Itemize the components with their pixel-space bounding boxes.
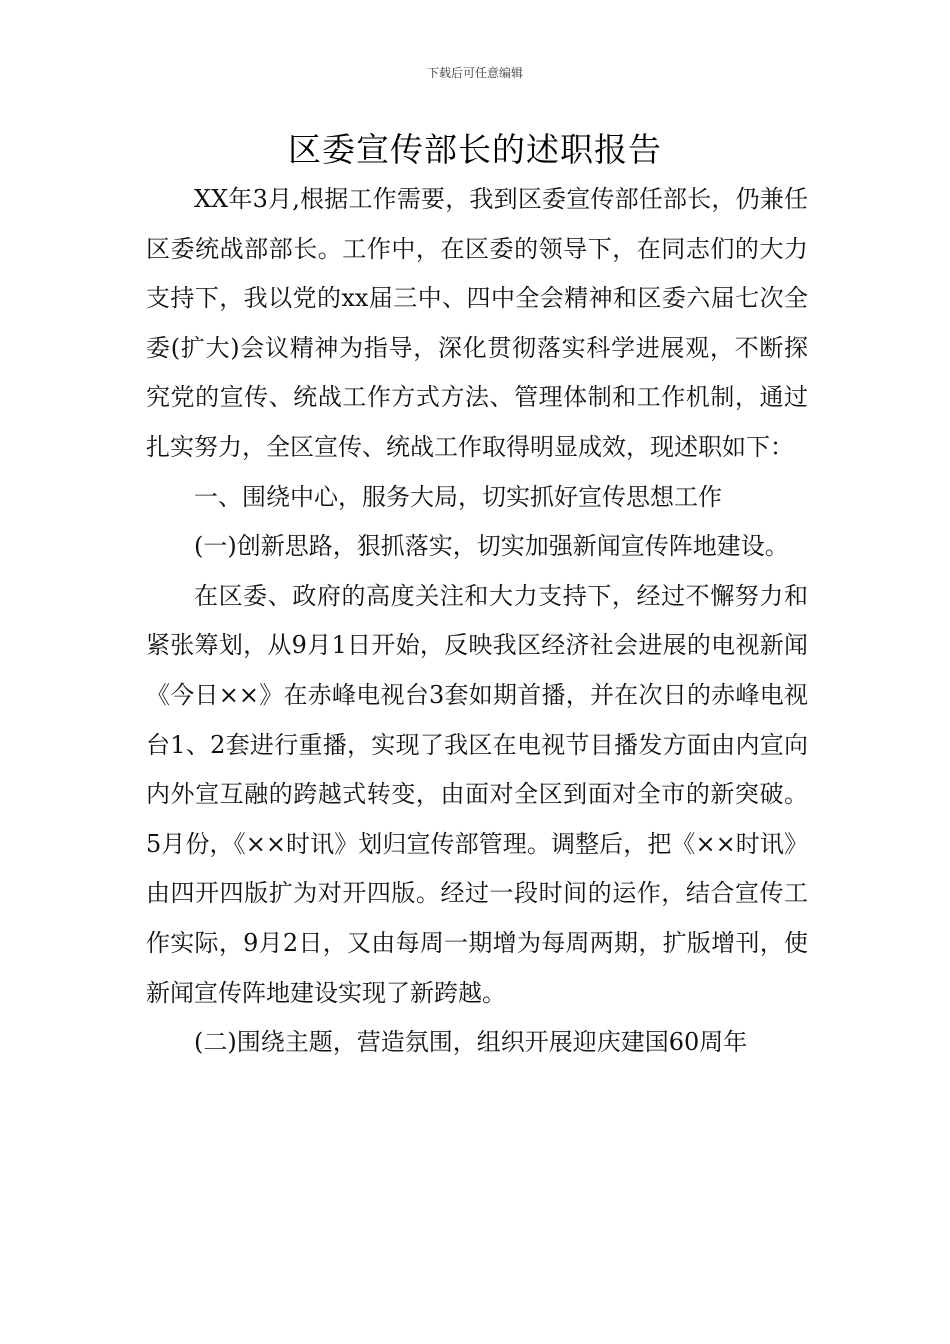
- paragraph-intro: XX年3月,根据工作需要，我到区委宣传部任部长，仍兼任区委统战部部长。工作中，在区委的领导下，在同志们的大力支持下，我以党的xx届三中、四中全会精神和区委六届七次全委(扩大)会议精神为指导，深化贯彻落实科学进展观，不断探究党的宣传、统战工作方式方法、管理体制和工作机制，通过扎实努力，全区宣传、统战工作取得明显成效，现述职如下：: [146, 185, 808, 461]
- document-body: [146, 175, 808, 1068]
- paragraph-news: 在区委、政府的高度关注和大力支持下，经过不懈努力和紧张筹划，从9月1日开始，反映我区经济社会进展的电视新闻《今日××》在赤峰电视台3套如期首播，并在次日的赤峰电视台1、2套进行重播，实现了我区在电视节目播发方面由内宣向内外宣互融的跨越式转变，由面对全区到面对全市的新突破。5月份，《××时讯》划归宣传部管理。调整后，把《××时讯》由四开四版扩为对开四版。经过一段时间的运作，结合宣传工作实际，9月2日，又由每周一期增为每周两期，扩版增刊，使新闻宣传阵地建设实现了新跨越。: [146, 581, 808, 1007]
- document-title: 区委宣传部长的述职报告: [288, 130, 662, 169]
- subsection-heading-2: (二)围绕主题，营造氛围，组织开展迎庆建国60周年: [194, 1028, 748, 1057]
- subsection-heading-1: (一)创新思路，狠抓落实，切实加强新闻宣传阵地建设。: [194, 532, 789, 561]
- header-note: 下载后可任意编辑: [426, 66, 523, 80]
- section-heading-1: 一、围绕中心，服务大局，切实抓好宣传思想工作: [194, 482, 722, 511]
